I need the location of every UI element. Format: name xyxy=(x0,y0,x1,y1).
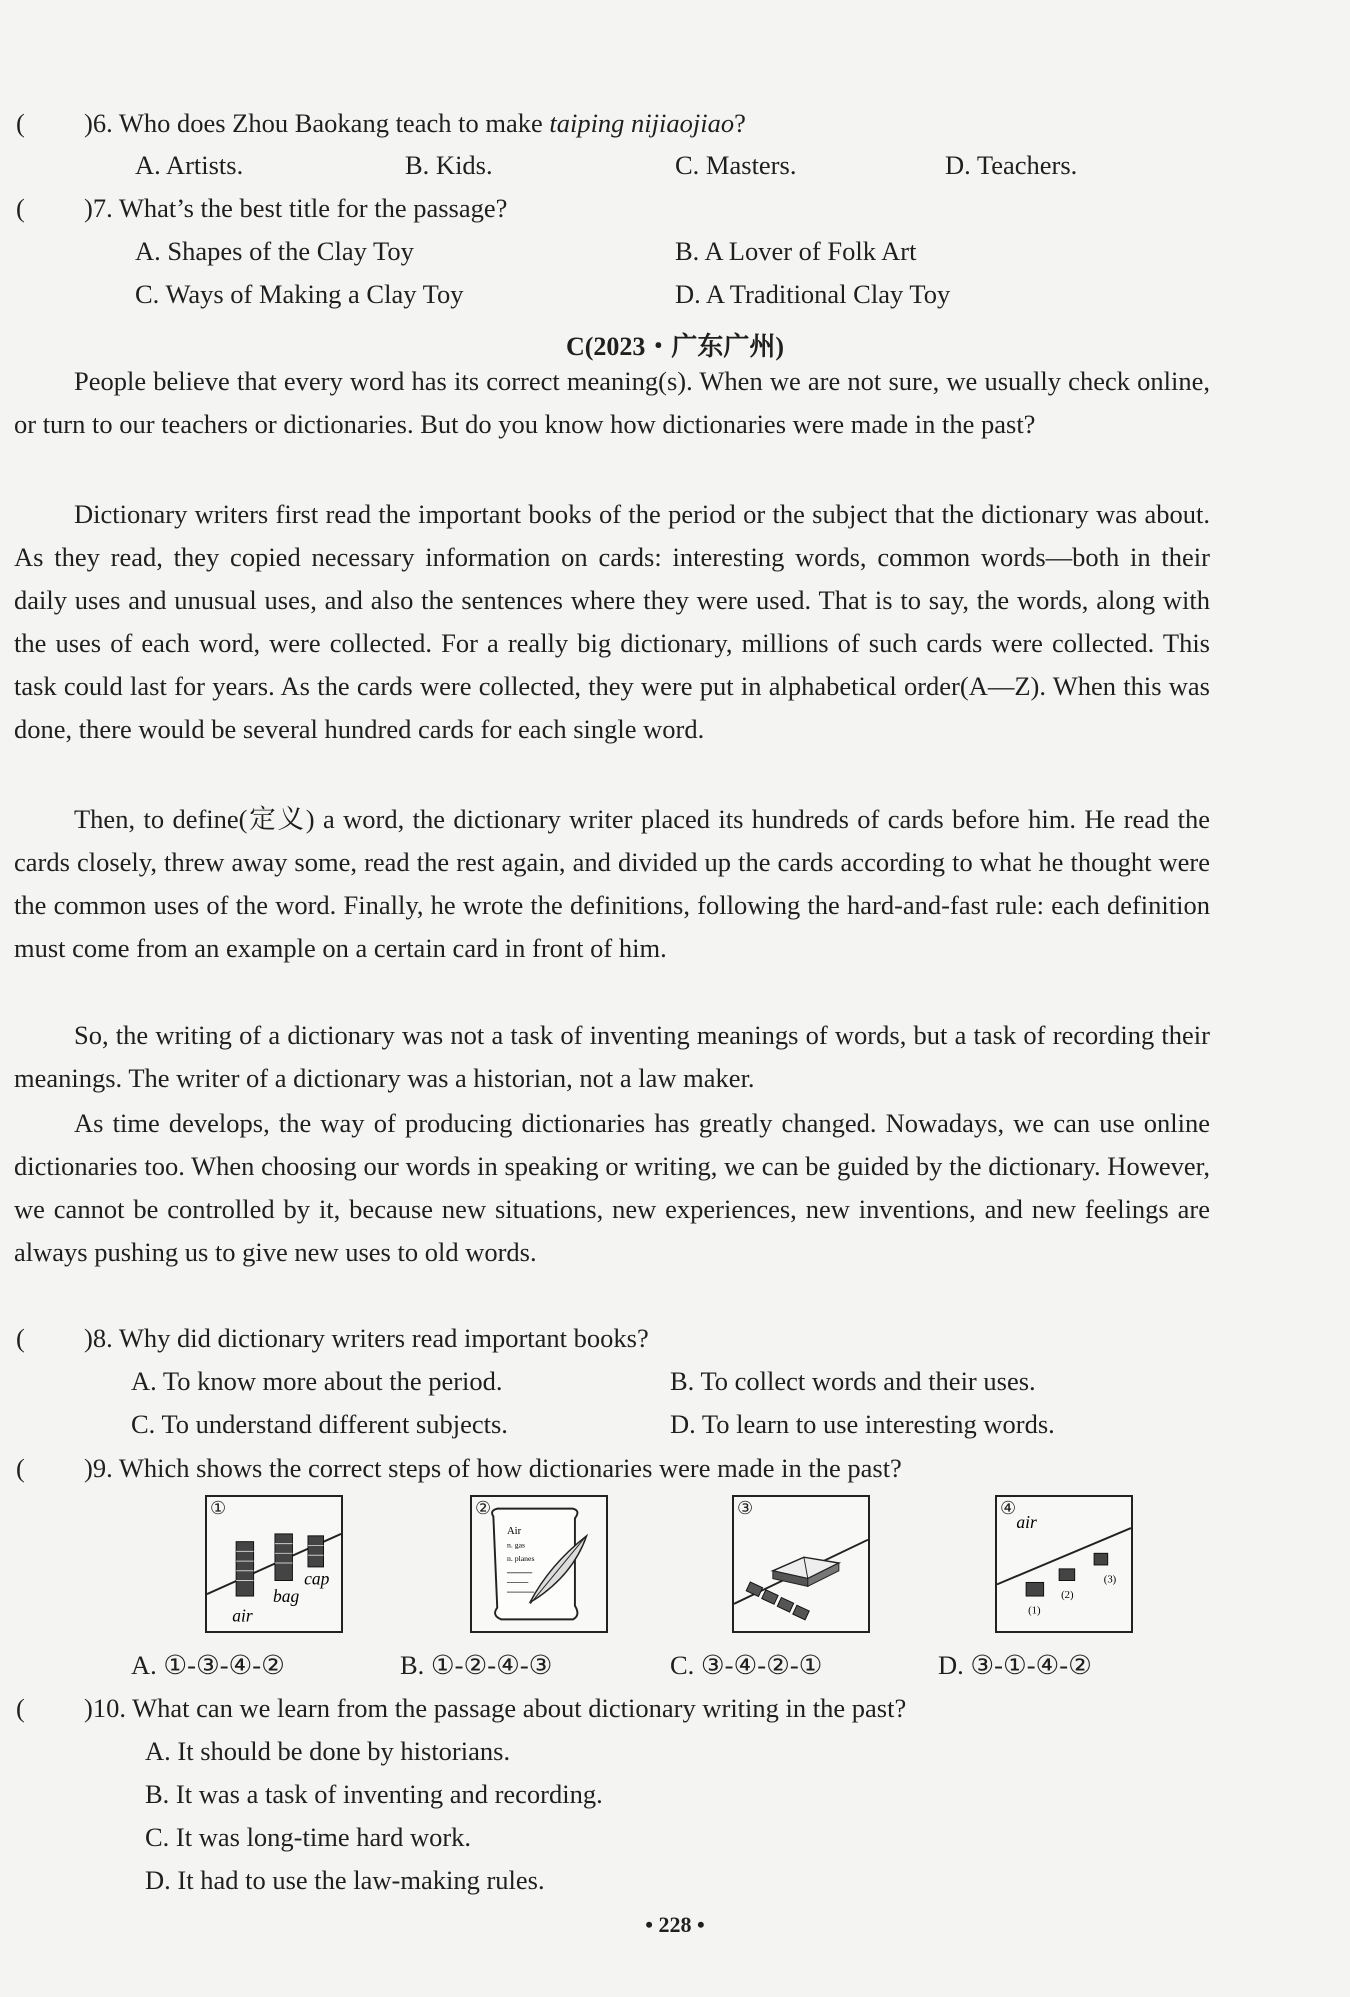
picture-3-number: ③ xyxy=(737,1498,754,1518)
question-6-stem xyxy=(84,110,746,137)
picture-2-line-2: n. gas xyxy=(506,1540,526,1550)
passage-paragraph-5: As time develops, the way of producing dictionaries has greatly changed. Nowadays, we can use online dictionaries too. When choosing our words in speaking or writing, we can be guided by the dictionary. However, we cannot be controlled by it, because new situations, new experiences, new inventions, and new feelings are always pushing us to give new uses to old words. xyxy=(14,1108,1210,1267)
book-cards-drawing xyxy=(734,1497,868,1631)
answer-bracket-q6[interactable]: ( xyxy=(16,108,25,138)
q10-option-b[interactable]: B. It was a task of inventing and recording. xyxy=(145,1779,603,1809)
answer-bracket-q9[interactable]: ( xyxy=(16,1453,25,1483)
picture-1-number: ① xyxy=(210,1498,227,1518)
picture-4-mark-1: (1) xyxy=(1028,1604,1041,1617)
q10-option-a[interactable]: A. It should be done by historians. xyxy=(145,1736,511,1766)
question-6-stem-italic: taiping nijiaojiao xyxy=(549,108,735,138)
q9-option-a[interactable]: A. ①-③-④-② xyxy=(131,1650,285,1680)
q9-option-b[interactable]: B. ①-②-④-③ xyxy=(400,1650,553,1680)
passage-paragraph-2: Dictionary writers first read the important books of the period or the subject that the dictionary was about. As they read, they copied necessary information on cards: interesting words, common words—both in their daily uses and unusual uses, and also the sentences where they were used. That is to say, the words, along with the uses of each word, were collected. For a really big dictionary, millions of such cards were collected. This task could last for years. As the cards were collected, they were put in alphabetical order(A—Z). When this was done, there would be several hundred cards for each single word. xyxy=(14,499,1210,744)
q6-option-b[interactable]: B. Kids. xyxy=(405,150,493,180)
picture-4-dividing-cards xyxy=(995,1495,1133,1633)
card-stacks-drawing xyxy=(207,1497,341,1631)
picture-1-card-stacks xyxy=(205,1495,343,1633)
q7-option-b[interactable]: B. A Lover of Folk Art xyxy=(675,236,917,266)
picture-4-mark-3: (3) xyxy=(1103,1573,1117,1586)
picture-4-number: ④ xyxy=(1000,1498,1017,1518)
sorted-piles-drawing xyxy=(997,1497,1131,1631)
picture-4-mark-2: (2) xyxy=(1061,1588,1074,1601)
q9-option-d[interactable]: D. ③-①-④-② xyxy=(938,1650,1092,1680)
passage-paragraph-1: People believe that every word has its correct meaning(s). When we are not sure, we usually check online, or turn to our teachers or dictionaries. But do you know how dictionaries were made in the past? xyxy=(14,366,1210,439)
answer-bracket-q8[interactable]: ( xyxy=(16,1323,25,1353)
q6-option-c[interactable]: C. Masters. xyxy=(675,150,797,180)
picture-3-reading-books xyxy=(732,1495,870,1633)
q6-option-d[interactable]: D. Teachers. xyxy=(945,150,1078,180)
q10-option-c[interactable]: C. It was long-time hard work. xyxy=(145,1822,472,1852)
passage-paragraph-4: So, the writing of a dictionary was not a task of inventing meanings of words, but a task of recording their meanings. The writer of a dictionary was a historian, not a law maker. xyxy=(14,1020,1210,1093)
question-10-stem: )10. What can we learn from the passage about dictionary writing in the past? xyxy=(84,1693,907,1723)
q8-option-d[interactable]: D. To learn to use interesting words. xyxy=(670,1409,1055,1439)
q8-option-c[interactable]: C. To understand different subjects. xyxy=(131,1409,508,1439)
q8-option-a[interactable]: A. To know more about the period. xyxy=(131,1366,503,1396)
question-6-stem-text: )6. Who does Zhou Baokang teach to make xyxy=(84,108,550,138)
q8-option-b[interactable]: B. To collect words and their uses. xyxy=(670,1366,1036,1396)
picture-1-word-cap: cap xyxy=(304,1568,330,1589)
passage-paragraph-3: Then, to define(定义) a word, the dictionary writer placed its hundreds of cards before him. He read the cards closely, threw away some, read the rest again, and divided up the cards according to what he thought were the common uses of the word. Finally, he wrote the definitions, following the hard-and-fast rule: each definition must come from an example on a certain card in front of him. xyxy=(14,804,1210,963)
q7-option-d[interactable]: D. A Traditional Clay Toy xyxy=(675,279,951,309)
picture-1-word-bag: bag xyxy=(273,1585,300,1606)
question-7-stem: )7. What’s the best title for the passage? xyxy=(84,193,508,223)
page-number: • 228 • xyxy=(645,1912,705,1937)
answer-bracket-q10[interactable]: ( xyxy=(16,1693,25,1723)
section-c-title: C(2023・广东广州) xyxy=(565,332,785,361)
picture-1-word-air: air xyxy=(232,1605,253,1626)
question-9-stem: )9. Which shows the correct steps of how dictionaries were made in the past? xyxy=(84,1453,902,1483)
answer-bracket-q7[interactable]: ( xyxy=(16,193,25,223)
picture-2-writing-definition xyxy=(470,1495,608,1633)
picture-2-number: ② xyxy=(475,1498,492,1518)
question-8-stem: )8. Why did dictionary writers read important books? xyxy=(84,1323,649,1353)
scroll-quill-drawing xyxy=(472,1497,606,1631)
q6-option-a[interactable]: A. Artists. xyxy=(135,150,244,180)
picture-2-line-1: Air xyxy=(506,1524,522,1537)
q9-option-c[interactable]: C. ③-④-②-① xyxy=(670,1650,823,1680)
picture-4-word-air: air xyxy=(1016,1512,1037,1533)
picture-2-line-3: n. planes xyxy=(506,1554,535,1564)
q10-option-d[interactable]: D. It had to use the law-making rules. xyxy=(145,1865,545,1895)
q7-option-a[interactable]: A. Shapes of the Clay Toy xyxy=(135,236,414,266)
q7-option-c[interactable]: C. Ways of Making a Clay Toy xyxy=(135,279,464,309)
question-6-stem-end: ? xyxy=(734,108,746,138)
